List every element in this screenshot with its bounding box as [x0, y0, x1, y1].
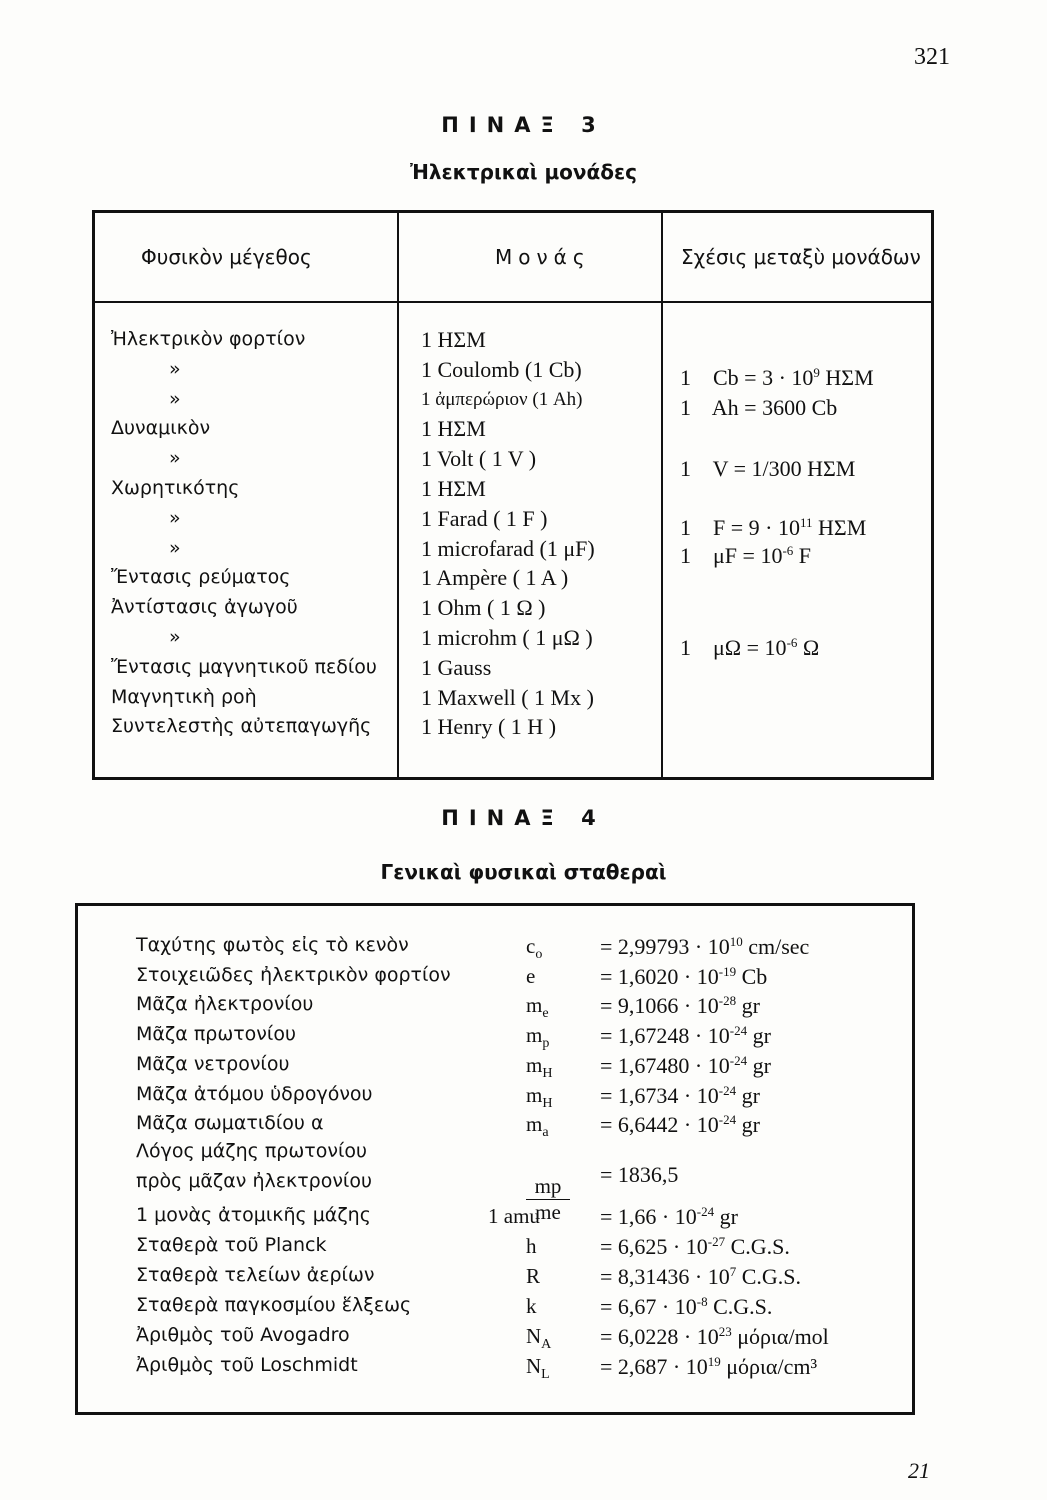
constant-value: [600, 1264, 801, 1290]
value-exponent: -24: [718, 1112, 737, 1128]
symbol-subscript: p: [542, 1036, 550, 1052]
symbol-main: c: [526, 934, 536, 958]
relation-text: V = 1/300 ΗΣΜ: [712, 456, 856, 481]
relation-farad: [680, 515, 866, 541]
value-unit: gr: [736, 1112, 760, 1138]
relation-text: Ah = 3600 Cb: [711, 395, 838, 420]
symbol-main: m: [526, 1052, 543, 1077]
unit-cell: 1 microfarad (1 μF): [421, 535, 595, 561]
value-unit: gr: [736, 993, 760, 1019]
value-mantissa: = 1,67480 · 10: [600, 1052, 730, 1078]
value-unit: Cb: [736, 963, 768, 989]
table3-title: ΠΙΝΑΞ 3: [441, 113, 606, 137]
constant-name: 1 μονὰς ἀτομικῆς μάζης: [136, 1204, 371, 1226]
constant-name: Σταθερὰ τοῦ Planck: [136, 1234, 327, 1256]
value-unit: C.G.S.: [736, 1264, 802, 1289]
quantity-cell: Συντελεστὴς αὐτεπαγωγῆς: [111, 715, 372, 738]
symbol-main: h: [526, 1234, 537, 1258]
column-divider: [397, 213, 399, 777]
symbol-main: N: [526, 1354, 542, 1378]
constant-row: [78, 1053, 912, 1083]
symbol-main: m: [526, 1112, 543, 1137]
relation-text: Cb = 3 · 10: [713, 365, 814, 390]
quantity-cell: »: [169, 447, 181, 470]
constant-row: [78, 1112, 912, 1142]
value-unit: gr: [747, 1052, 771, 1078]
value-exponent: -24: [718, 1082, 737, 1098]
value-mantissa: = 2,99793 · 10: [600, 934, 730, 959]
relation-cb: [680, 365, 874, 391]
ratio-denominator: me: [535, 1200, 561, 1224]
unit-cell: 1 Gauss: [421, 654, 492, 680]
relation-unit: Ω: [797, 635, 820, 660]
physical-constants-table: [75, 903, 915, 1415]
constant-row: [78, 1204, 912, 1234]
quantity-cell: »: [169, 357, 181, 380]
quantity-cell: Δυναμικὸν: [111, 417, 211, 440]
unit-cell: 1 Volt ( 1 V ): [421, 446, 537, 472]
value-exponent: -24: [729, 1052, 748, 1068]
value-unit: gr: [714, 1204, 738, 1229]
relation-exponent: 9: [813, 365, 820, 380]
quantity-cell: Μαγνητικὴ ροὴ: [111, 685, 257, 708]
value-mantissa: = 6,67 · 10: [600, 1294, 697, 1319]
relation-text: F = 9 · 10: [713, 515, 800, 540]
constant-name: Ἀριθμὸς τοῦ Loschmidt: [136, 1354, 358, 1376]
unit-cell: 1 Ohm ( 1 Ω ): [421, 595, 546, 621]
constant-name: Ἀριθμὸς τοῦ Avogadro: [136, 1324, 350, 1346]
constant-name: Στοιχειῶδες ἠλεκτρικὸν φορτίον: [136, 963, 451, 986]
constant-row: [78, 1354, 912, 1384]
symbol-subscript: L: [541, 1367, 550, 1383]
constant-value: [600, 1023, 771, 1049]
constant-value: [600, 1112, 760, 1138]
relation-exponent: 11: [799, 515, 813, 530]
unit-cell: 1 ΗΣΜ: [421, 416, 486, 442]
page-number: 321: [914, 44, 950, 70]
constant-name: Μᾶζα σωματιδίου α: [136, 1112, 324, 1135]
symbol-main: e: [526, 963, 536, 988]
quantity-cell: Ἠλεκτρικὸν φορτίον: [111, 328, 306, 350]
value-exponent: 23: [718, 1324, 732, 1339]
value-unit: μόρια/mol: [731, 1324, 829, 1349]
unit-column: [421, 325, 661, 742]
unit-cell: 1 ΗΣΜ: [421, 327, 486, 352]
relation-unit: ΗΣΜ: [812, 515, 867, 540]
value-exponent: -8: [696, 1294, 708, 1309]
relation-text: μF = 10: [713, 543, 783, 568]
value-exponent: -24: [729, 1023, 748, 1039]
unit-cell: 1 Farad ( 1 F ): [421, 505, 548, 531]
value-exponent: 10: [729, 934, 743, 949]
value-unit: cm/sec: [742, 934, 810, 959]
symbol-main: R: [526, 1264, 541, 1288]
constant-name: Μᾶζα νετρονίου: [136, 1052, 290, 1075]
relation-text: μΩ = 10: [713, 635, 787, 660]
constant-name: Μᾶζα πρωτονίου: [136, 1023, 296, 1046]
constant-row: [78, 1023, 912, 1053]
value-unit: gr: [736, 1082, 760, 1108]
symbol-subscript: H: [542, 1095, 553, 1111]
constant-row: [78, 1083, 912, 1113]
quantity-cell: »: [169, 387, 181, 410]
value-mantissa: = 1,6734 · 10: [600, 1082, 719, 1108]
relation-count: 1: [680, 456, 691, 481]
value-mantissa: = 6,0228 · 10: [600, 1324, 719, 1349]
quantity-cell: Ἔντασις μαγνητικοῦ πεδίου: [111, 655, 377, 678]
quantity-cell: Ἀντίστασις ἀγωγοῦ: [111, 596, 298, 619]
constant-value: [600, 1083, 760, 1109]
footer-number: 21: [908, 1458, 930, 1483]
constant-value: [600, 1324, 829, 1350]
constant-row: [78, 1294, 912, 1324]
relation-microfarad: [680, 543, 811, 569]
quantity-cell: »: [169, 625, 181, 648]
constant-row: [78, 964, 912, 994]
relation-unit: F: [793, 543, 812, 568]
symbol-subscript: e: [542, 1006, 549, 1022]
relation-exponent: -6: [786, 635, 798, 650]
table3-subtitle: Ἠλεκτρικαὶ μονάδες: [409, 160, 638, 184]
constant-value: [600, 1234, 790, 1260]
column-divider: [661, 213, 663, 777]
value-mantissa: = 1,66 · 10: [600, 1204, 697, 1229]
unit-cell: 1 ΗΣΜ: [421, 475, 486, 501]
symbol-subscript: A: [541, 1337, 552, 1353]
header-relation: Σχέσις μεταξὺ μονάδων: [681, 245, 921, 269]
constant-name: Σταθερὰ τελείων ἀερίων: [136, 1264, 375, 1286]
constant-value: [600, 993, 760, 1019]
symbol-main: k: [526, 1294, 537, 1318]
value-unit: C.G.S.: [707, 1294, 773, 1319]
constant-row: [78, 993, 912, 1023]
quantity-cell: »: [169, 536, 181, 559]
constant-row: [78, 1264, 912, 1294]
value-exponent: -19: [718, 963, 737, 979]
constant-symbol: [488, 1204, 578, 1233]
quantity-cell: Ἔντασις ρεύματος: [111, 566, 291, 589]
constant-value: = 1836,5: [600, 1162, 679, 1187]
symbol-main: m: [526, 1023, 543, 1048]
constant-row: [78, 1324, 912, 1354]
constant-name: Σταθερὰ παγκοσμίου ἕλξεως: [136, 1294, 412, 1316]
symbol-main: m: [526, 993, 543, 1018]
value-unit: C.G.S.: [725, 1234, 790, 1259]
ratio-numerator: mp: [526, 1174, 570, 1200]
relation-count: 1: [680, 635, 691, 660]
value-exponent: -28: [718, 993, 737, 1009]
table4-title: ΠΙΝΑΞ 4: [441, 806, 606, 830]
constant-name: Ταχύτης φωτὸς εἰς τὸ κενὸν: [136, 934, 409, 956]
relation-count: 1: [680, 515, 691, 540]
header-divider: [95, 301, 931, 303]
constant-row: [78, 934, 912, 964]
constant-name: Λόγος μάζης πρωτονίου: [136, 1140, 367, 1162]
constant-value: [600, 1204, 738, 1230]
table4-subtitle: Γενικαὶ φυσικαὶ σταθεραὶ: [380, 860, 667, 884]
relation-ah: [680, 395, 837, 421]
value-mantissa: = 9,1066 · 10: [600, 993, 719, 1019]
value-mantissa: = 1,67248 · 10: [600, 1023, 730, 1049]
symbol-subscript: a: [542, 1125, 549, 1141]
constant-name: πρὸς μᾶζαν ἠλεκτρονίου: [136, 1170, 372, 1192]
constant-value: [600, 1354, 817, 1380]
unit-cell: 1 Maxwell ( 1 Mx ): [421, 684, 594, 710]
relation-unit: ΗΣΜ: [819, 365, 874, 390]
relation-volt: [680, 456, 855, 482]
value-unit: gr: [747, 1023, 771, 1049]
value-mantissa: = 1,6020 · 10: [600, 963, 719, 989]
value-exponent: 7: [729, 1264, 737, 1279]
unit-cell: 1 ἀμπερώριον (1 Ah): [421, 388, 583, 410]
relation-exponent: -6: [782, 543, 794, 558]
relation-count: 1: [680, 365, 691, 390]
value-mantissa: = 6,625 · 10: [600, 1234, 708, 1259]
unit-cell: 1 Henry ( 1 H ): [421, 714, 557, 740]
constant-value: [600, 1053, 771, 1079]
unit-cell: 1 Ampère ( 1 A ): [421, 565, 569, 591]
electrical-units-table: [92, 210, 934, 780]
header-quantity: Φυσικὸν μέγεθος: [141, 245, 312, 269]
quantity-cell: Χωρητικότης: [111, 476, 240, 499]
quantity-cell: »: [169, 506, 181, 529]
constant-name: Μᾶζα ἀτόμου ὑδρογόνου: [136, 1082, 373, 1105]
value-mantissa: = 8,31436 · 10: [600, 1264, 730, 1289]
constant-value: [600, 964, 767, 990]
unit-cell: 1 microhm ( 1 μΩ ): [421, 624, 593, 650]
relation-count: 1: [680, 395, 691, 420]
unit-cell: 1 Coulomb (1 Cb): [421, 356, 582, 382]
value-exponent: -27: [707, 1234, 726, 1249]
symbol-main: m: [526, 1082, 543, 1107]
symbol-subscript: H: [542, 1065, 553, 1081]
relation-microhm: [680, 635, 819, 661]
symbol-main: 1 amu: [488, 1204, 540, 1228]
value-exponent: 19: [707, 1354, 721, 1369]
constant-value: [600, 934, 809, 960]
constant-row: [78, 1234, 912, 1264]
quantity-column: [111, 325, 396, 742]
value-mantissa: = 6,6442 · 10: [600, 1112, 719, 1138]
value-unit: μόρια/cm³: [720, 1354, 818, 1379]
value-mantissa: = 2,687 · 10: [600, 1354, 708, 1379]
symbol-main: N: [526, 1324, 542, 1348]
constant-value: [600, 1294, 772, 1320]
header-unit: Μονάς: [495, 245, 591, 269]
value-exponent: -24: [696, 1204, 715, 1219]
symbol-subscript: o: [535, 947, 543, 963]
relation-count: 1: [680, 543, 691, 568]
constant-name: Μᾶζα ἠλεκτρονίου: [136, 993, 314, 1016]
